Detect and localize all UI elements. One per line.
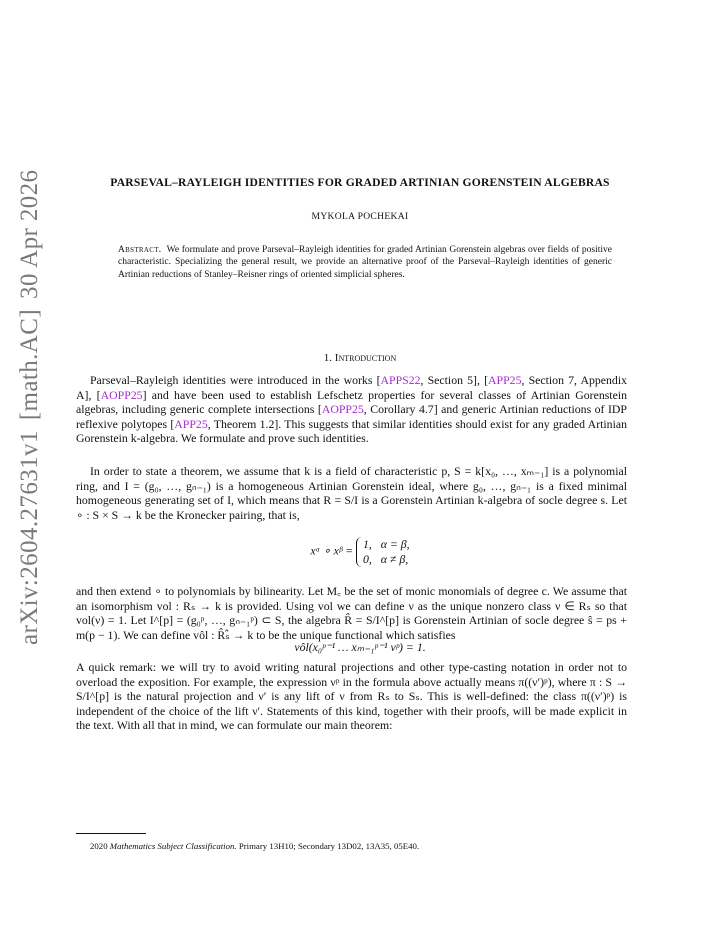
arxiv-date: 30 Apr 2026 — [16, 169, 43, 299]
citation-link[interactable]: APP25 — [488, 373, 522, 387]
paragraph-2 — [76, 464, 627, 522]
arxiv-sidebar-stamp — [16, 169, 44, 645]
case2-value: 0, — [363, 552, 372, 566]
section-heading — [0, 352, 720, 364]
footnote-label: Mathematics Subject Classification. — [109, 841, 237, 851]
footnote-text: Primary 13H10; Secondary 13D02, 13A35, 05E40. — [238, 841, 420, 851]
p4-text: A quick remark: we will try to avoid writing natural projections and other type-casting notation in order not to overload the exposition. For example, the expression νᵖ in the formula above actually means π((ν′)ᵖ), where π : S → S/I^[p] is the natural projection and ν′ is any lift of ν from Rₛ to Sₛ. This is well-defined: the class π((ν′)ᵖ) is independent of the choice of the lift ν′. Statements of this kind, together with their proofs, will be made explicit in the text. With all that in mind, we can formulate our main theorem: — [76, 660, 627, 733]
paper-author: MYKOLA POCHEKAI — [311, 211, 409, 222]
p1-text-a: Parseval–Rayleigh identities were introduced in the works [ — [90, 373, 381, 387]
citation-link[interactable]: APP25 — [174, 416, 208, 431]
citation-link[interactable]: AOPP25 — [100, 387, 143, 402]
p1-text-b: , Section 5], [ — [420, 373, 489, 387]
footnote-year: 2020 — [90, 841, 108, 851]
abstract — [118, 244, 612, 281]
paragraph-4 — [76, 660, 627, 733]
case1-condition: α = β, — [380, 537, 410, 551]
paragraph-3 — [76, 584, 627, 642]
equation-lhs: xᵅ ∘ xᵝ = — [310, 543, 354, 558]
p2-text: In order to state a theorem, we assume that k is a field of characteristic p, S = k[x₀, …, xₘ₋₁] is a polynomial ring, and I = (g₀, …, gₙ₋₁) is a homogeneous Artinian Gorenstein ideal, where g₀, …, gₙ₋₁ is a fixed minimal homogeneous generating set of I, which means that R = S/I is a Gorenstein Artinian k-algebra of socle degree s. Let ∘ : S × S → k be the Kronecker pairing, that is, — [76, 464, 627, 522]
paper-title: PARSEVAL–RAYLEIGH IDENTITIES FOR GRADED ARTINIAN GORENSTEIN ALGEBRAS — [110, 176, 610, 189]
p1-text-f: , Theorem 1.2]. This suggests that similar identities should exist for any graded Artinian Gorenstein k-algebra. We formulate and prove such identities. — [76, 416, 627, 446]
arxiv-id[interactable]: arXiv:2604.27631v1 — [16, 430, 43, 645]
footnote-rule — [76, 833, 146, 834]
footnote — [90, 841, 419, 851]
case2-condition: α ≠ β, — [380, 552, 409, 566]
section-number: 1. — [323, 352, 333, 364]
case1-value: 1, — [363, 537, 372, 551]
vol-equation: vôl(x₀ᵖ⁻¹ … xₘ₋₁ᵖ⁻¹ νᵖ) = 1. — [294, 640, 426, 654]
equation-cases — [356, 537, 410, 567]
paragraph-1 — [76, 373, 627, 446]
p1-text-c: , Section 7, Appendix A], [ — [76, 373, 628, 402]
citation-link[interactable]: APPS22 — [380, 373, 421, 387]
arxiv-category: [math.AC] — [16, 308, 43, 421]
p1-text-d: ] and have been used to establish Lefschetz properties for several classes of Artinian Gorenstein algebras, including generic complete intersections [ — [76, 387, 627, 417]
kronecker-equation — [0, 537, 720, 567]
section-title: Introduction — [334, 352, 397, 364]
p1-text-e: , Corollary 4.7] and generic Artinian reductions of IDP reflexive polytopes [ — [76, 402, 627, 431]
p3-text: and then extend ∘ to polynomials by bilinearity. Let M꜀ be the set of monic monomials of degree c. We assume that an isomorphism vol : Rₛ → k is provided. Using vol we can define ν as the unique nonzero class ν ∈ Rₛ so that vol(ν) = 1. Let I^[p] = (g₀ᵖ, …, gₙ₋₁ᵖ) ⊂ S, the algebra R̂ = S/I^[p] is Gorenstein Artinian of socle degree ŝ = ps + m(p − 1). We can define vôl : R̂ₛ̂ → k to be the unique functional which satisfies — [76, 584, 627, 642]
citation-link[interactable]: AOPP25 — [321, 402, 364, 417]
abstract-label: Abstract. — [118, 245, 162, 255]
abstract-text: We formulate and prove Parseval–Rayleigh identities for graded Artinian Gorenstein algebras over fields of positive characteristic. Specializing the general result, we provide an alternative proof of the Parseval–Rayleigh identities of generic Artinian reductions of Stanley–Reisner rings of oriented simplicial spheres. — [118, 245, 612, 280]
